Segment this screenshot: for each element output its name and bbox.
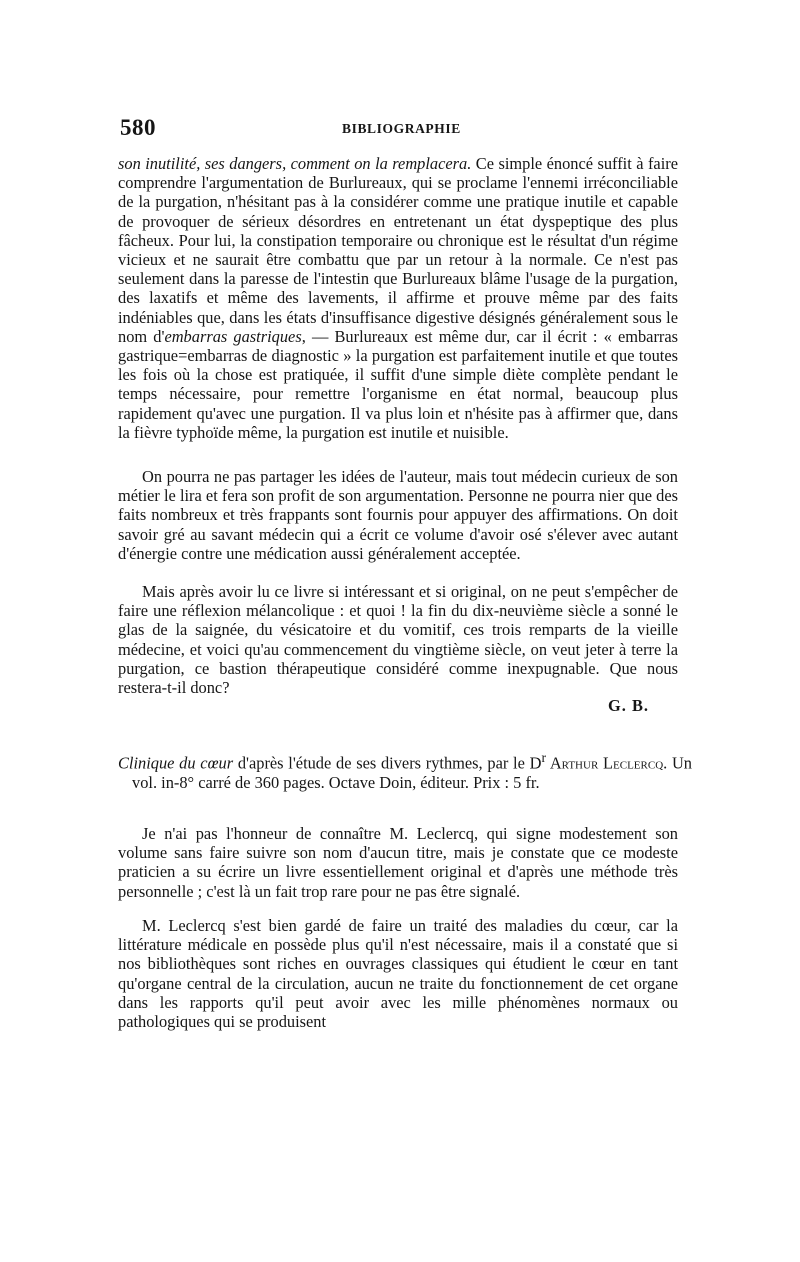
- paragraph-opinion: [118, 467, 678, 563]
- book-title: Clinique du cœur: [118, 753, 234, 773]
- italic-term: embarras gastriques: [164, 326, 302, 346]
- paragraph-text: , — Burlureaux est même dur, car il écrit : « embarras gastrique=embarras de diagnostic » la purgation est parfaitement inutile et que toutes les fois où la chose est pratiquée, il suffit d'une simple diète complète pendant le temps nécessaire, pour remettre l'organisme en état normal, beaucoup plus rapidement qu'avec une purgation. Il va plus loin et n'hésite pas à affirmer que, dans la fièvre typhoïde même, la purgation est inutile et nuisible.: [118, 326, 679, 442]
- paragraph-text: On pourra ne pas partager les idées de l'auteur, mais tout médecin curieux de son métier le lira et fera son profit de son argumentation. Personne ne pourra nier que des faits nombreux et très frappants sont fournis pour appuyer des affirmations. On doit savoir gré au savant médecin qui a écrit ce volume d'avoir osé s'élever avec autant d'énergie contre une médication aussi généralement acceptée.: [118, 467, 678, 563]
- paragraph-reflection: [118, 582, 678, 697]
- paragraph-leclercq-method: [118, 916, 678, 1031]
- paragraph-text: Ce simple énoncé suffit à faire comprendre l'argumentation de Burlureaux, qui se proclame l'ennemi irréconciliable de la purgation, n'hésitant pas à la considérer comme une pratique inutile et capable de provoquer de sérieux désordres en entretenant un état dyspeptique des plus fâcheux. Pour lui, la constipation temporaire ou chronique est le résultat d'un régime vicieux et ne saurait être combattu que par un retour à la normale. Ce n'est pas seulement dans la paresse de l'intestin que Burlureaux blâme l'usage de la purgation, des laxatifs et même des lavements, il affirme et prouve même par des faits indéniables que, dans les états d'insuffisance digestive désignés généralement sous le nom d': [118, 154, 678, 346]
- page-number: 580: [120, 115, 156, 140]
- review-entry-heading: [118, 748, 692, 792]
- italic-lead: son inutilité, ses dangers, comment on la remplacera.: [118, 154, 472, 173]
- reviewer-signature: G. B.: [608, 696, 649, 715]
- paragraph-text: M. Leclercq s'est bien gardé de faire un traité des maladies du cœur, car la littérature médicale en possède plus qu'il n'est nécessaire, mais il a constaté que si nos bibliothèques sont riches en ouvrages classiques qui étudient le cœur en tant qu'organe central de la circulation, aucun ne traite du fonctionnement de cet organe dans les rapports qu'il peut avoir avec les mille phénomènes normaux ou pathologiques qui se produisent: [118, 916, 678, 1032]
- entry-text: d'après l'étude de ses divers rythmes, par le D: [233, 753, 542, 773]
- paragraph-purgation-summary: [118, 154, 678, 442]
- page-header: [120, 115, 680, 145]
- author-name: Arthur Leclercq: [546, 753, 664, 773]
- paragraph-text: Je n'ai pas l'honneur de connaître M. Leclercq, qui signe modestement son volume sans faire suivre son nom d'aucun titre, mais je constate que ce modeste praticien a su écrire un livre essentiellement original et d'après une méthode très personnelle ; c'est là un fait trop rare pour ne pas être signalé.: [118, 824, 678, 901]
- running-title: BIBLIOGRAPHIE: [342, 121, 461, 136]
- entry-text: . Un vol. in-8° carré de 360 pages. Octave Doin, éditeur. Prix : 5 fr.: [132, 753, 692, 792]
- paragraph-text: Mais après avoir lu ce livre si intéressant et si original, on ne peut s'empêcher de faire une réflexion mélancolique : et quoi ! la fin du dix-neuvième siècle a sonné le glas de la saignée, du vésicatoire et du vomitif, ces trois remparts de la vieille médecine, et voici qu'au commencement du vingtième siècle, on veut jeter à terre la purgation, ce bastion thérapeutique considéré comme inexpugnable. Que nous restera-t-il donc?: [118, 582, 678, 698]
- paragraph-leclercq-intro: [118, 824, 678, 901]
- doctor-superscript: r: [541, 750, 546, 765]
